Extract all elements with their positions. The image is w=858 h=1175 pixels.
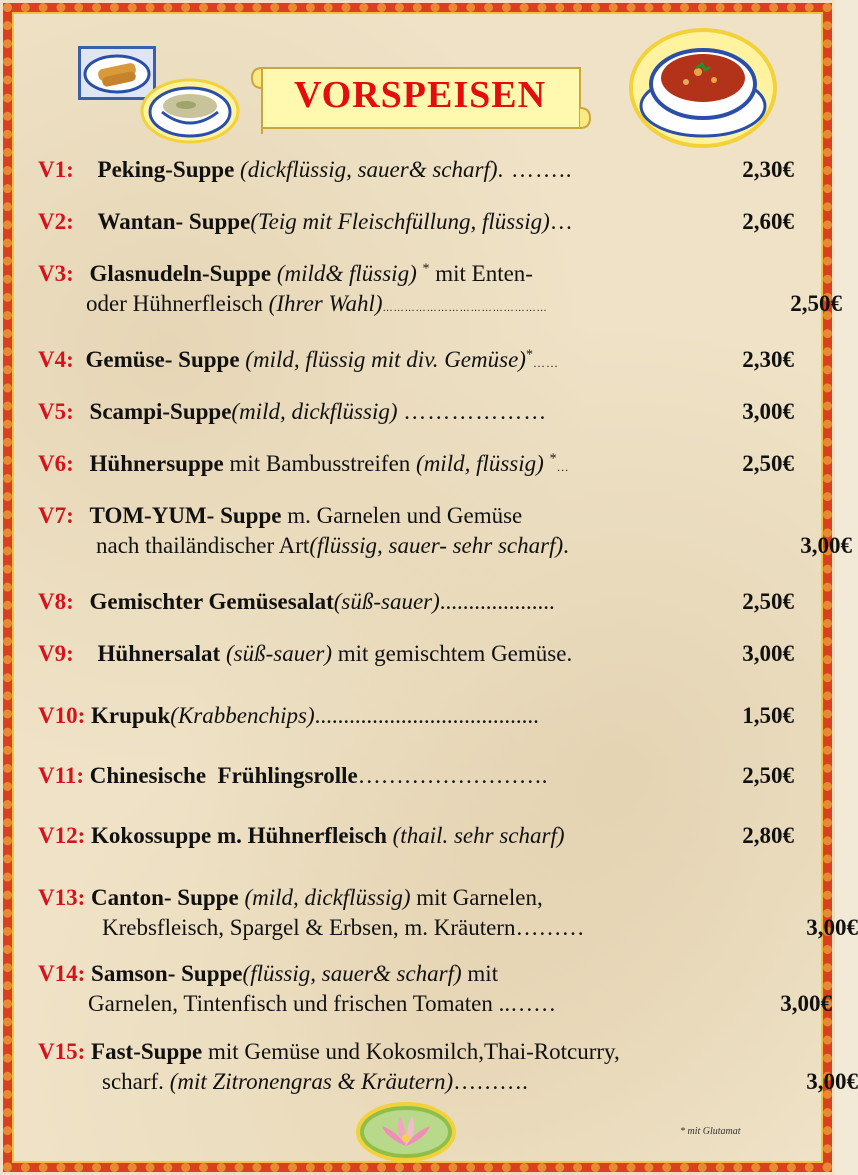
item-price: 3,00€ [806,1069,858,1094]
menu-item-v1 [38,156,798,186]
item-name: Fast [91,1039,134,1064]
item-extra: mit gemischtem Gemüse. [337,641,573,666]
item-extra: m. Garnelen und Gemüse [287,503,523,528]
glutamate-star: * [422,261,430,277]
menu-item-v14 [38,960,832,1020]
item-dots: ……………………. [357,763,548,788]
item-price: 2,50€ [742,451,794,476]
item-description: (mild& flüssig) [276,261,417,286]
item-code: V15: [38,1039,86,1064]
item-name-suffix: - Suppe [167,961,243,986]
item-dots: . …….. [497,157,573,182]
item-code: V7: [38,503,74,528]
item-dots: ..…… [492,991,557,1016]
item-description: (thail. sehr scharf) [392,823,565,848]
item-price: 1,50€ [742,703,794,728]
item-code: V5: [38,399,74,424]
item-description: (mild, dickflüssig) [244,885,411,910]
item-description: (Teig mit Fleischfüllung, flüssig) [250,209,550,234]
item-description: (mild, flüssig) [416,451,544,476]
item-line2: Garnelen, Tintenfisch und frischen Tomaten [88,991,493,1016]
item-description-2: (Ihrer Wahl) [268,291,383,316]
item-name: Hühnersalat [97,641,221,666]
menu-item-v10 [38,702,798,732]
item-name-suffix: - Suppe [164,347,240,372]
soup-bowl-large-icon [628,28,778,153]
item-extra: mit Enten- [435,261,533,286]
item-code: V3: [38,261,74,286]
item-description: (mild, flüssig mit div. Gemüse) [245,347,526,372]
item-name: Hühnersuppe [89,451,224,476]
item-price: 2,50€ [790,291,842,316]
item-description: (süß-sauer) [225,641,333,666]
item-code: V1: [38,157,74,182]
item-extra: mit Gemüse und Kokosmilch,Thai-Rotcurry, [208,1039,620,1064]
item-price: 3,00€ [806,915,858,940]
item-dots: … [556,460,570,474]
item-name-suffix: -Suppe [133,1039,203,1064]
item-dots: ……… [515,915,585,940]
item-code: V6: [38,451,74,476]
page-title: VORSPEISEN [293,74,547,116]
item-name: Gemüse [85,347,165,372]
item-name: Chinesische Frühlingsrolle [89,763,358,788]
item-name: Gemischter Gemüsesalat [89,589,334,614]
item-name: Glasnudeln-Suppe [89,261,272,286]
item-price: 3,00€ [800,533,852,558]
item-name: Kokossuppe m. Hühnerfleisch [91,823,387,848]
item-dots: ……………… [403,399,548,424]
item-code: V9: [38,641,74,666]
item-description: (dickflüssig, sauer& scharf) [240,157,498,182]
item-dots: ……………………………………… [382,303,548,314]
item-description: (flüssig, sauer& scharf) [242,961,462,986]
item-description: (süß-sauer) [333,589,440,614]
item-description-2: (mit Zitronengras & Kräutern) [169,1069,454,1094]
item-name: Peking-Suppe [97,157,235,182]
item-price: 2,30€ [742,347,794,372]
item-name-suffix: - Suppe [206,503,282,528]
item-description: (mild, dickflüssig) [231,399,398,424]
item-code: V13: [38,885,86,910]
item-name: Canton [91,885,164,910]
item-description: (Krabbenchips) [170,703,315,728]
glutamate-star: * [549,451,557,467]
item-name: TOM-YUM [89,503,207,528]
item-code: V8: [38,589,74,614]
lotus-flower-icon [356,1102,456,1167]
item-price: 2,50€ [742,589,794,614]
item-code: V4: [38,347,74,372]
item-code: V11: [38,763,84,788]
item-code: V10: [38,703,86,728]
menu-item-v9 [38,640,798,670]
item-price: 2,80€ [742,823,794,848]
menu-item-v13 [38,884,858,944]
item-dots: ………. [453,1069,528,1094]
item-price: 3,00€ [742,641,794,666]
menu-item-v7 [38,502,852,562]
item-price: 2,60€ [742,209,794,234]
item-code: V2: [38,209,74,234]
item-line2: nach thailändischer Art [96,533,310,558]
item-line2: Krebsfleisch, Spargel & Erbsen, m. Kräutern [102,915,516,940]
item-dots: . [563,533,569,558]
menu-item-v15 [38,1038,858,1098]
menu-item-v12 [38,822,798,852]
item-description-2: (flüssig, sauer- sehr scharf) [309,533,564,558]
footnote: * mit Glutamat [680,1126,741,1137]
item-line2: scharf. [102,1069,164,1094]
item-extra: mit Bambusstreifen [229,451,411,476]
item-name: Wantan [97,209,176,234]
item-name-suffix: - Suppe [163,885,239,910]
item-code: V12: [38,823,86,848]
menu-item-v4 [38,346,798,376]
item-name: Scampi-Suppe [89,399,232,424]
menu-item-v11 [38,762,798,792]
item-dots: .................... [439,589,555,614]
item-price: 3,00€ [780,991,832,1016]
item-extra: mit Garnelen, [416,885,543,910]
item-dots: …… [532,356,559,370]
item-name: Krupuk [91,703,171,728]
menu-item-v5 [38,398,798,428]
item-price: 2,50€ [742,763,794,788]
menu-item-v3 [38,260,842,320]
item-extra: mit [467,961,499,986]
menu-item-v8 [38,588,798,618]
item-code: V14: [38,961,86,986]
glutamate-star: * [525,347,533,363]
item-price: 2,30€ [742,157,794,182]
item-name: Samson [91,961,168,986]
item-dots: … [549,209,574,234]
item-price: 3,00€ [742,399,794,424]
item-dots: ....................................... [314,703,539,728]
title-banner [250,58,590,138]
menu-item-v2 [38,208,798,238]
menu-item-v6 [38,450,798,480]
soup-bowl-small-icon [140,78,240,149]
item-line2: oder Hühnerfleisch [86,291,263,316]
item-name-suffix: - Suppe [175,209,251,234]
